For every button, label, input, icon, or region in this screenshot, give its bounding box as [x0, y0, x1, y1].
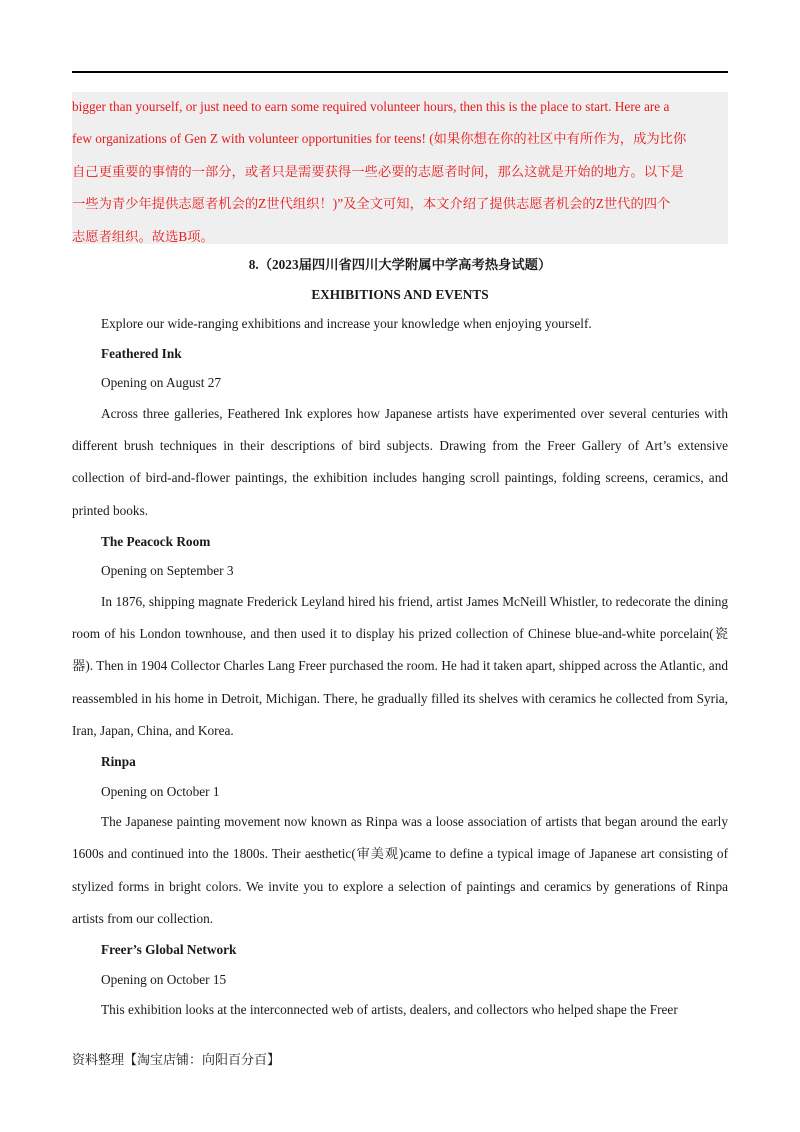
answer-line: 志愿者组织。故选B项。: [72, 228, 214, 244]
header-rule: [72, 71, 728, 73]
footer-note: 资料整理【淘宝店铺：向阳百分百】: [72, 1053, 281, 1068]
section-body: Across three galleries, Feathered Ink explores how Japanese artists have experimented over several centuries with different brush techniques in their descriptions of bird subjects. Drawing from the Freer Gallery of Art’s extensive collection of bird-and-flower paintings, the exhibition includes hanging scroll paintings, folding screens, ceramics, and printed books.: [72, 405, 728, 518]
question-source: 8.（2023届四川省四川大学附属中学高考热身试题）: [248, 257, 552, 272]
question-body: [72, 250, 728, 1026]
section-heading: Freer’s Global Network: [101, 941, 237, 957]
passage-title: EXHIBITIONS AND EVENTS: [311, 286, 489, 302]
answer-explanation-box: [72, 92, 728, 244]
section-body: The Japanese painting movement now known as Rinpa was a loose association of artists that began around the early 1600s and continued into the 1800s. Their aesthetic(审美观)came to define a typical image of Japanese art consisting of stylized forms in bright colors. We invite you to explore a selection of paintings and ceramics by generations of Rinpa artists from our collection.: [72, 814, 728, 926]
answer-line: 自己更重要的事情的一部分，或者只是需要获得一些必要的志愿者时间，那么这就是开始的地方。以下是: [72, 163, 684, 179]
answer-line: few organizations of Gen Z with volunteer opportunities for teens! (如果你想在你的社区中有所作为，成为比你: [72, 131, 687, 147]
answer-line: bigger than yourself, or just need to earn some required volunteer hours, then this is the place to start. Here are a: [72, 99, 670, 114]
section-body: In 1876, shipping magnate Frederick Leyland hired his friend, artist James McNeill Whistler, to redecorate the dining room of his London townhouse, and then used it to display his prized collection of Chinese blue-and-white porcelain(瓷器). Then in 1904 Collector Charles Lang Freer purchased the room. He had it taken apart, shipped across the Atlantic, and reassembled in his home in Detroit, Michigan. There, he gradually filled its shelves with ceramics he collected from Syria, Iran, Japan, China, and Korea.: [72, 593, 728, 738]
section-heading: The Peacock Room: [101, 533, 211, 549]
section-opening: Opening on October 15: [101, 971, 227, 987]
answer-line: 一些为青少年提供志愿者机会的Z世代组织！)”及全文可知，本文介绍了提供志愿者机会的Z世代的四个: [72, 196, 671, 212]
section-heading: Feathered Ink: [101, 345, 182, 361]
section-opening: Opening on September 3: [101, 563, 234, 579]
section-body: This exhibition looks at the interconnected web of artists, dealers, and collectors who helped shape the Freer: [101, 1002, 678, 1018]
passage-intro: Explore our wide-ranging exhibitions and increase your knowledge when enjoying yourself.: [101, 316, 592, 332]
section-opening: Opening on October 1: [101, 783, 220, 799]
section-heading: Rinpa: [101, 753, 136, 769]
section-opening: Opening on August 27: [101, 375, 222, 391]
